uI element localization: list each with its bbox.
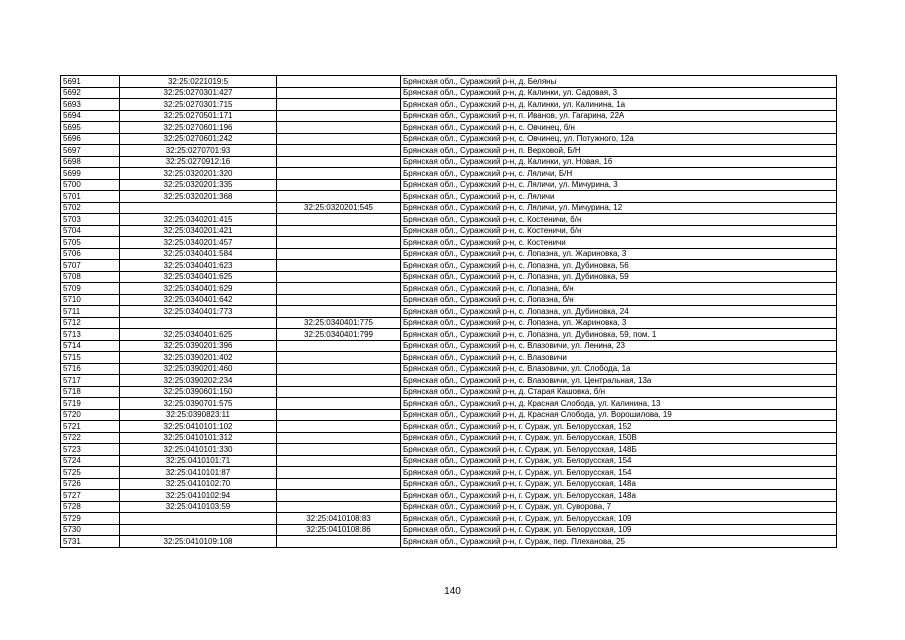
related-cadastral-number-cell: 32:25:0320201:545 [277, 202, 401, 214]
row-number-cell: 5692 [61, 87, 120, 99]
cadastral-number-cell: 32:25:0320201:335 [120, 179, 277, 191]
address-cell: Брянская обл., Суражский р-н, д. Калинки, ул. Калинина, 1а [401, 99, 837, 111]
cadastral-number-cell: 32:25:0390701:575 [120, 398, 277, 410]
related-cadastral-number-cell [277, 340, 401, 352]
row-number-cell: 5693 [61, 99, 120, 111]
address-cell: Брянская обл., Суражский р-н, д. Калинки, ул. Новая, 16 [401, 156, 837, 168]
address-cell: Брянская обл., Суражский р-н, д. Красная Слобода, ул. Ворошилова, 19 [401, 409, 837, 421]
row-number-cell: 5701 [61, 191, 120, 203]
row-number-cell: 5727 [61, 490, 120, 502]
address-cell: Брянская обл., Суражский р-н, с. Лопазна, б/н [401, 294, 837, 306]
cadastral-number-cell: 32:25:0270912:16 [120, 156, 277, 168]
table-row [61, 363, 837, 375]
row-number-cell: 5691 [61, 76, 120, 88]
row-number-cell: 5722 [61, 432, 120, 444]
address-cell: Брянская обл., Суражский р-н, г. Сураж, ул. Белорусская, 148а [401, 478, 837, 490]
table-row [61, 87, 837, 99]
cadastral-number-cell: 32:25:0340401:584 [120, 248, 277, 260]
row-number-cell: 5702 [61, 202, 120, 214]
table-row [61, 179, 837, 191]
related-cadastral-number-cell [277, 375, 401, 387]
address-cell: Брянская обл., Суражский р-н, с. Лопазна, ул. Жариновка, 3 [401, 248, 837, 260]
table-row [61, 490, 837, 502]
row-number-cell: 5704 [61, 225, 120, 237]
cadastral-number-cell: 32:25:0270701:93 [120, 145, 277, 157]
address-cell: Брянская обл., Суражский р-н, г. Сураж, ул. Белорусская, 154 [401, 455, 837, 467]
cadastral-number-cell: 32:25:0340201:415 [120, 214, 277, 226]
cadastral-number-cell: 32:25:0390202:234 [120, 375, 277, 387]
table-row [61, 478, 837, 490]
address-cell: Брянская обл., Суражский р-н, с. Лопазна, ул. Дубиновка, 24 [401, 306, 837, 318]
address-cell: Брянская обл., Суражский р-н, с. Лопазна, ул. Дубиновка, 59 [401, 271, 837, 283]
related-cadastral-number-cell [277, 248, 401, 260]
table-row [61, 306, 837, 318]
row-number-cell: 5723 [61, 444, 120, 456]
row-number-cell: 5694 [61, 110, 120, 122]
table-row [61, 536, 837, 548]
cadastral-number-cell: 32:25:0390601:150 [120, 386, 277, 398]
address-cell: Брянская обл., Суражский р-н, г. Сураж, пер. Плеханова, 25 [401, 536, 837, 548]
cadastral-number-cell: 32:25:0320201:320 [120, 168, 277, 180]
related-cadastral-number-cell: 32:25:0340401:799 [277, 329, 401, 341]
row-number-cell: 5711 [61, 306, 120, 318]
cadastral-number-cell: 32:25:0390201:460 [120, 363, 277, 375]
related-cadastral-number-cell [277, 225, 401, 237]
related-cadastral-number-cell [277, 122, 401, 134]
cadastral-number-cell: 32:25:0340201:457 [120, 237, 277, 249]
cadastral-number-cell: 32:25:0340201:421 [120, 225, 277, 237]
cadastral-number-cell: 32:25:0221019:5 [120, 76, 277, 88]
address-cell: Брянская обл., Суражский р-н, с. Лопазна, ул. Дубиновка, 59, пом. 1 [401, 329, 837, 341]
related-cadastral-number-cell [277, 145, 401, 157]
cadastral-number-cell [120, 202, 277, 214]
cadastral-number-cell: 32:25:0320201:368 [120, 191, 277, 203]
table-row [61, 202, 837, 214]
row-number-cell: 5706 [61, 248, 120, 260]
related-cadastral-number-cell [277, 99, 401, 111]
related-cadastral-number-cell [277, 467, 401, 479]
row-number-cell: 5713 [61, 329, 120, 341]
table-row [61, 524, 837, 536]
cadastral-number-cell: 32:25:0270501:171 [120, 110, 277, 122]
cadastral-number-cell: 32:25:0340401:642 [120, 294, 277, 306]
row-number-cell: 5716 [61, 363, 120, 375]
cadastral-number-cell [120, 317, 277, 329]
table-row [61, 283, 837, 295]
row-number-cell: 5726 [61, 478, 120, 490]
row-number-cell: 5696 [61, 133, 120, 145]
row-number-cell: 5717 [61, 375, 120, 387]
related-cadastral-number-cell [277, 237, 401, 249]
table-row [61, 501, 837, 513]
related-cadastral-number-cell [277, 386, 401, 398]
cadastral-number-cell: 32:25:0410101:330 [120, 444, 277, 456]
address-cell: Брянская обл., Суражский р-н, с. Костеничи, б/н [401, 225, 837, 237]
cadastral-number-cell: 32:25:0390823:11 [120, 409, 277, 421]
related-cadastral-number-cell [277, 214, 401, 226]
related-cadastral-number-cell [277, 306, 401, 318]
address-cell: Брянская обл., Суражский р-н, г. Сураж, ул. Белорусская, 152 [401, 421, 837, 433]
row-number-cell: 5699 [61, 168, 120, 180]
related-cadastral-number-cell [277, 432, 401, 444]
related-cadastral-number-cell [277, 478, 401, 490]
address-cell: Брянская обл., Суражский р-н, с. Лопазна, ул. Дубиновка, 56 [401, 260, 837, 272]
table-row [61, 133, 837, 145]
table-row [61, 168, 837, 180]
table-row [61, 409, 837, 421]
address-cell: Брянская обл., Суражский р-н, с. Ляличи, ул. Мичурина, 3 [401, 179, 837, 191]
row-number-cell: 5709 [61, 283, 120, 295]
related-cadastral-number-cell [277, 191, 401, 203]
row-number-cell: 5715 [61, 352, 120, 364]
table-row [61, 248, 837, 260]
cadastral-number-cell: 32:25:0340401:623 [120, 260, 277, 272]
related-cadastral-number-cell: 32:25:0340401:775 [277, 317, 401, 329]
cadastral-number-cell: 32:25:0340401:773 [120, 306, 277, 318]
row-number-cell: 5703 [61, 214, 120, 226]
row-number-cell: 5708 [61, 271, 120, 283]
address-cell: Брянская обл., Суражский р-н, д. Беляны [401, 76, 837, 88]
table-row [61, 294, 837, 306]
cadastral-number-cell: 32:25:0410101:87 [120, 467, 277, 479]
address-cell: Брянская обл., Суражский р-н, п. Верховой, Б/Н [401, 145, 837, 157]
address-cell: Брянская обл., Суражский р-н, с. Ляличи [401, 191, 837, 203]
table-row [61, 455, 837, 467]
cadastral-number-cell: 32:25:0340401:625 [120, 329, 277, 341]
related-cadastral-number-cell [277, 490, 401, 502]
address-cell: Брянская обл., Суражский р-н, с. Костеничи [401, 237, 837, 249]
address-cell: Брянская обл., Суражский р-н, г. Сураж, ул. Белорусская, 109 [401, 513, 837, 525]
address-cell: Брянская обл., Суражский р-н, д. Старая Кашовка, б/н [401, 386, 837, 398]
table-row [61, 191, 837, 203]
row-number-cell: 5719 [61, 398, 120, 410]
cadastral-number-cell: 32:25:0270601:242 [120, 133, 277, 145]
table-row [61, 145, 837, 157]
related-cadastral-number-cell [277, 398, 401, 410]
related-cadastral-number-cell [277, 271, 401, 283]
table-row [61, 99, 837, 111]
address-cell: Брянская обл., Суражский р-н, с. Ляличи, Б/Н [401, 168, 837, 180]
table-row [61, 214, 837, 226]
table-row [61, 317, 837, 329]
row-number-cell: 5724 [61, 455, 120, 467]
row-number-cell: 5714 [61, 340, 120, 352]
related-cadastral-number-cell: 32:25:0410108:86 [277, 524, 401, 536]
table-row [61, 398, 837, 410]
table-row [61, 352, 837, 364]
address-cell: Брянская обл., Суражский р-н, с. Овчинец, б/н [401, 122, 837, 134]
table-row [61, 467, 837, 479]
related-cadastral-number-cell [277, 352, 401, 364]
related-cadastral-number-cell [277, 133, 401, 145]
table-row [61, 156, 837, 168]
row-number-cell: 5721 [61, 421, 120, 433]
related-cadastral-number-cell [277, 179, 401, 191]
row-number-cell: 5710 [61, 294, 120, 306]
related-cadastral-number-cell [277, 87, 401, 99]
related-cadastral-number-cell [277, 283, 401, 295]
table-row [61, 260, 837, 272]
address-cell: Брянская обл., Суражский р-н, с. Влазовичи, ул. Центральная, 13а [401, 375, 837, 387]
related-cadastral-number-cell [277, 168, 401, 180]
row-number-cell: 5707 [61, 260, 120, 272]
cadastral-number-cell [120, 513, 277, 525]
row-number-cell: 5700 [61, 179, 120, 191]
address-cell: Брянская обл., Суражский р-н, г. Сураж, ул. Белорусская, 150В [401, 432, 837, 444]
row-number-cell: 5728 [61, 501, 120, 513]
table-row [61, 122, 837, 134]
table-row [61, 76, 837, 88]
address-cell: Брянская обл., Суражский р-н, г. Сураж, ул. Белорусская, 154 [401, 467, 837, 479]
address-cell: Брянская обл., Суражский р-н, с. Влазовичи, ул. Ленина, 23 [401, 340, 837, 352]
address-cell: Брянская обл., Суражский р-н, с. Костеничи, б/н [401, 214, 837, 226]
address-cell: Брянская обл., Суражский р-н, г. Сураж, ул. Белорусская, 148а [401, 490, 837, 502]
address-cell: Брянская обл., Суражский р-н, с. Ляличи, ул. Мичурина, 12 [401, 202, 837, 214]
related-cadastral-number-cell [277, 110, 401, 122]
cadastral-number-cell: 32:25:0390201:402 [120, 352, 277, 364]
table-row [61, 386, 837, 398]
page-number: 140 [444, 586, 461, 597]
related-cadastral-number-cell [277, 444, 401, 456]
row-number-cell: 5718 [61, 386, 120, 398]
table-row [61, 513, 837, 525]
table-row [61, 110, 837, 122]
related-cadastral-number-cell [277, 409, 401, 421]
address-cell: Брянская обл., Суражский р-н, с. Лопазна, б/н [401, 283, 837, 295]
cadastral-number-cell: 32:25:0340401:629 [120, 283, 277, 295]
related-cadastral-number-cell [277, 455, 401, 467]
related-cadastral-number-cell [277, 260, 401, 272]
related-cadastral-number-cell [277, 156, 401, 168]
cadastral-number-cell: 32:25:0410103:59 [120, 501, 277, 513]
related-cadastral-number-cell [277, 536, 401, 548]
table-row [61, 375, 837, 387]
address-cell: Брянская обл., Суражский р-н, с. Лопазна, ул. Жариновка, 3 [401, 317, 837, 329]
address-cell: Брянская обл., Суражский р-н, с. Овчинец, ул. Потужного, 12а [401, 133, 837, 145]
table-row [61, 271, 837, 283]
cadastral-number-cell: 32:25:0410101:312 [120, 432, 277, 444]
property-register-table [60, 75, 837, 548]
cadastral-number-cell: 32:25:0270601:196 [120, 122, 277, 134]
address-cell: Брянская обл., Суражский р-н, с. Влазовичи [401, 352, 837, 364]
row-number-cell: 5697 [61, 145, 120, 157]
row-number-cell: 5698 [61, 156, 120, 168]
table-body [61, 76, 837, 548]
related-cadastral-number-cell [277, 294, 401, 306]
table-row [61, 225, 837, 237]
related-cadastral-number-cell [277, 363, 401, 375]
cadastral-number-cell: 32:25:0340401:625 [120, 271, 277, 283]
address-cell: Брянская обл., Суражский р-н, с. Влазовичи, ул. Слобода, 1а [401, 363, 837, 375]
row-number-cell: 5712 [61, 317, 120, 329]
address-cell: Брянская обл., Суражский р-н, д. Калинки, ул. Садовая, 3 [401, 87, 837, 99]
table-row [61, 237, 837, 249]
table-row [61, 329, 837, 341]
cadastral-number-cell: 32:25:0270301:715 [120, 99, 277, 111]
related-cadastral-number-cell [277, 501, 401, 513]
cadastral-number-cell: 32:25:0410102:70 [120, 478, 277, 490]
row-number-cell: 5731 [61, 536, 120, 548]
cadastral-number-cell: 32:25:0270301:427 [120, 87, 277, 99]
row-number-cell: 5705 [61, 237, 120, 249]
row-number-cell: 5725 [61, 467, 120, 479]
address-cell: Брянская обл., Суражский р-н, г. Сураж, ул. Суворова, 7 [401, 501, 837, 513]
table-row [61, 340, 837, 352]
related-cadastral-number-cell [277, 76, 401, 88]
related-cadastral-number-cell [277, 421, 401, 433]
address-cell: Брянская обл., Суражский р-н, г. Сураж, ул. Белорусская, 148Б [401, 444, 837, 456]
cadastral-number-cell [120, 524, 277, 536]
related-cadastral-number-cell: 32:25:0410108:83 [277, 513, 401, 525]
cadastral-number-cell: 32:25:0410101:71 [120, 455, 277, 467]
cadastral-number-cell: 32:25:0410109:108 [120, 536, 277, 548]
address-cell: Брянская обл., Суражский р-н, п. Иванов, ул. Гагарина, 22А [401, 110, 837, 122]
cadastral-number-cell: 32:25:0410101:102 [120, 421, 277, 433]
row-number-cell: 5729 [61, 513, 120, 525]
table-row [61, 421, 837, 433]
row-number-cell: 5720 [61, 409, 120, 421]
cadastral-number-cell: 32:25:0390201:396 [120, 340, 277, 352]
row-number-cell: 5730 [61, 524, 120, 536]
table-row [61, 432, 837, 444]
cadastral-number-cell: 32:25:0410102:94 [120, 490, 277, 502]
address-cell: Брянская обл., Суражский р-н, д. Красная Слобода, ул. Калинина, 13 [401, 398, 837, 410]
table-row [61, 444, 837, 456]
address-cell: Брянская обл., Суражский р-н, г. Сураж, ул. Белорусская, 109 [401, 524, 837, 536]
row-number-cell: 5695 [61, 122, 120, 134]
